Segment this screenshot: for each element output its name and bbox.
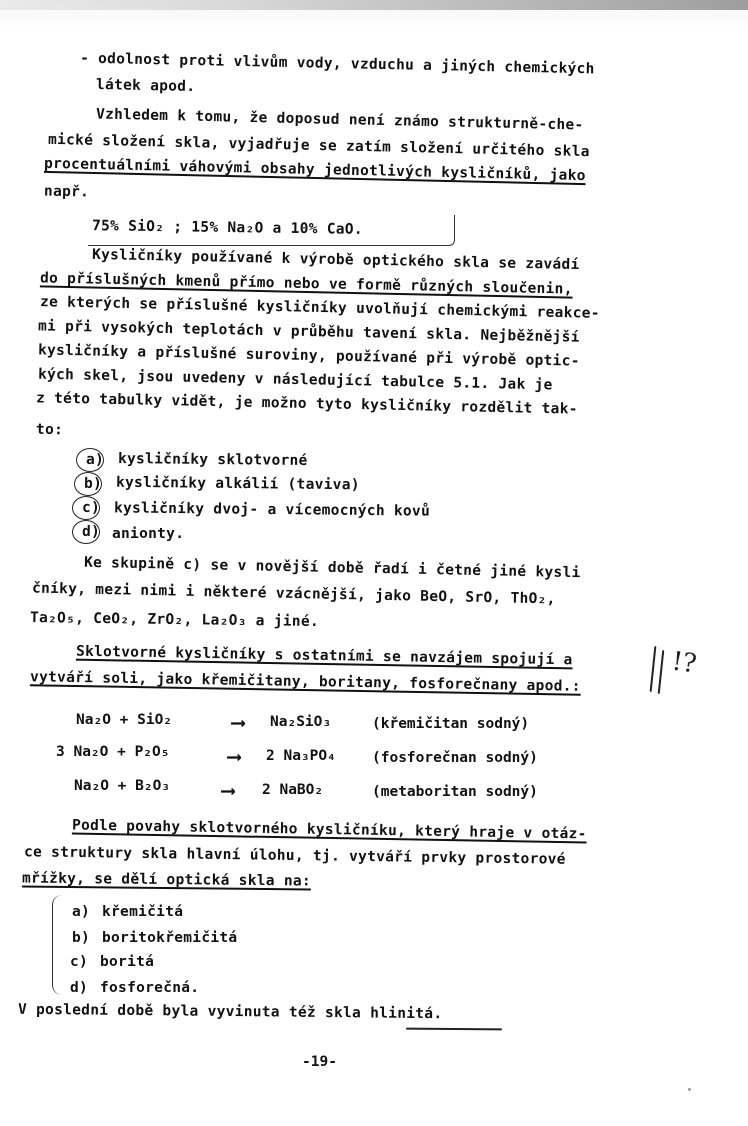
glass-type-c-text: boritá: [100, 954, 155, 970]
paragraph-4-line-3: Ta₂O₅, CeO₂, ZrO₂, La₂O₃ a jiné.: [29, 609, 320, 631]
glass-type-d-text: fosforečná.: [100, 980, 200, 996]
paragraph-3-line-4: mi při vysokých teplotách v průběhu tavení skla. Nejběžnější: [37, 318, 580, 346]
list-item-a-marker: a): [85, 451, 105, 469]
reaction-3-name: (metaboritan sodný): [372, 784, 538, 800]
reaction-1-lhs: Na₂O + SiO₂: [76, 712, 173, 728]
margin-note: !?: [670, 646, 699, 680]
glass-type-d-marker: d): [70, 980, 89, 996]
paragraph-6-line-2: ce struktury skla hlavní úlohu, tj. vytváří prvky prostorové: [23, 844, 566, 868]
reaction-2-rhs: 2 Na₃PO₄: [266, 748, 336, 764]
reaction-1-name: (křemičitan sodný): [372, 716, 530, 732]
closing-line: V poslední době byla vyvinuta též skla hlinitá.: [17, 1001, 443, 1023]
paragraph-3-line-6: kých skel, jsou uvedeny v následující tabulce 5.1. Jak je: [37, 366, 553, 394]
paragraph-2-line-2: mické složení skla, vyjadřuje se zatím složení určitého skla: [47, 131, 590, 161]
paragraph-2-line-1: Vzhledem k tomu, že doposud není známo strukturně-che-: [95, 106, 584, 134]
reaction-3-arrow: ⟶: [222, 778, 235, 802]
paragraph-5-line-2: vytváří soli, jako křemičitany, boritany, fosforečnany apod.:: [29, 669, 581, 695]
reaction-2-arrow: ⟶: [228, 744, 241, 768]
glass-type-b-text: boritokřemičitá: [102, 930, 238, 946]
reaction-2-name: (fosforečnan sodný): [372, 750, 538, 766]
list-item-b-marker: b): [83, 475, 103, 493]
paragraph-6-line-1: Podle povahy sklotvorného kysličníku, který hraje v otáz-: [71, 817, 587, 843]
paragraph-2-line-3: procentuálními váhovými obsahy jednotlivých kysličníků, jako: [43, 155, 586, 185]
paragraph-3-line-8: to:: [35, 421, 64, 439]
paragraph-4-line-2: čníky, mezi nimi i některé vzácnější, jako BeO, SrO, ThO₂,: [31, 580, 556, 608]
example-formula: 75% SiO₂ ; 15% Na₂O a 10% CaO.: [91, 218, 364, 238]
scan-speck: [688, 1088, 691, 1091]
paragraph-4-line-1: Ke skupině c) se v novější době řadí i četné jiné kysli: [83, 554, 581, 582]
list-item-c-text: kysličníky dvoj- a vícemocných kovů: [113, 500, 431, 520]
paragraph-6-line-3: mřížky, se dělí optická skla na:: [21, 870, 312, 890]
paragraph-top-line-2: látek apod.: [95, 76, 196, 96]
list-item-c-marker: c): [81, 499, 101, 517]
paragraph-3-line-3: ze kterých se příslušné kysličníky uvolňují chemickými reakce-: [39, 294, 600, 322]
paragraph-3-line-1: Kysličníky používané k výrobě optického skla se zavádí: [91, 246, 580, 274]
glass-type-a-text: křemičitá: [102, 904, 184, 920]
scan-edge-shadow: [0, 0, 748, 10]
paragraph-2-line-4: např.: [43, 183, 90, 201]
page-number: -19-: [302, 1054, 337, 1070]
list-item-b-text: kysličníky alkálií (taviva): [115, 474, 360, 494]
closing-underline: [406, 1028, 502, 1030]
list-item-d-text: anionty.: [112, 526, 185, 542]
handdrawn-brace: [52, 895, 69, 995]
margin-bar-1: [650, 646, 657, 692]
list-item-d-marker: d): [81, 523, 101, 541]
paragraph-top-line-1: - odolnost proti vlivům vody, vzduchu a jiných chemických: [79, 50, 595, 78]
reaction-3-rhs: 2 NaBO₂: [262, 782, 324, 798]
paragraph-5-line-1: Sklotvorné kysličníky s ostatními se navzájem spojují a: [75, 643, 573, 669]
reaction-1-arrow: ⟶: [232, 710, 245, 734]
reaction-1-rhs: Na₂SiO₃: [270, 714, 332, 730]
list-item-a-text: kysličníky sklotvorné: [117, 451, 308, 469]
margin-bar-2: [658, 650, 665, 694]
glass-type-c-marker: c): [70, 954, 89, 970]
glass-type-b-marker: b): [72, 930, 91, 946]
glass-type-a-marker: a): [72, 904, 91, 920]
reaction-3-lhs: Na₂O + B₂O₃: [74, 778, 171, 794]
paragraph-3-line-2: do příslušných kmenů přímo nebo ve formě různých sloučenin,: [39, 270, 573, 298]
paragraph-3-line-5: kysličníky a příslušné suroviny, používané při výrobě optic-: [37, 342, 580, 370]
reaction-2-lhs: 3 Na₂O + P₂O₅: [56, 744, 170, 760]
paragraph-3-line-7: z této tabulky vidět, je možno tyto kysličníky rozdělit tak-: [35, 390, 578, 418]
